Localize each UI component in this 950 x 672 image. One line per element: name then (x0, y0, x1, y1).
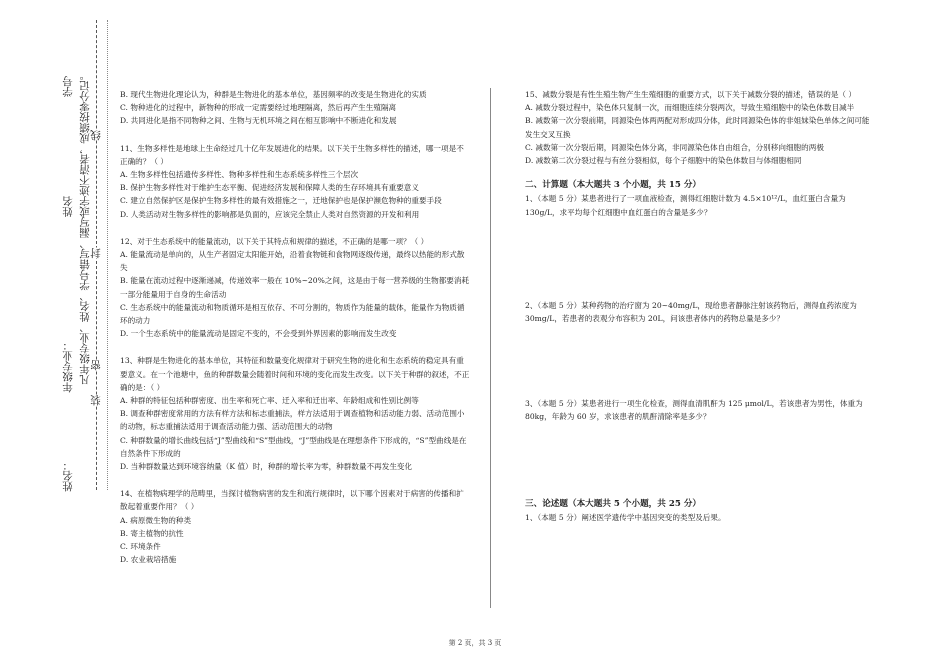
margin-field-school[interactable]: 姓名： (62, 460, 74, 492)
question-12-option-d[interactable]: D. 一个生态系统中的能量流动是固定不变的，不会受到外界因素的影响而发生改变 (120, 329, 397, 339)
question-13-stem: 13、种群是生物进化的基本单位，其特征和数量变化规律对于研究生物的进化和生态系统的稳定具有重要意义。在一个池塘中，鱼的种群数量会随着时间和环境的变化而发生改变。以下关于种群的叙述，不正确的是：（ ） (120, 356, 470, 392)
question-13-option-c[interactable]: C. 种群数量的增长曲线包括“J”型曲线和“S”型曲线，“J”型曲线是在理想条件下形成的，“S”型曲线是在自然条件下形成的 (120, 435, 467, 458)
left-column (120, 88, 470, 567)
question-11-option-c[interactable]: C. 建立自然保护区是保护生物多样性的最有效措施之一，迁地保护也是保护濒危物种的重要手段 (120, 196, 442, 206)
question-13-option-a[interactable]: A. 种群的特征包括种群密度、出生率和死亡率、迁入率和迁出率、年龄组成和性别比例等 (120, 396, 419, 406)
margin-field-name[interactable]: 姓名 (62, 196, 74, 217)
margin-field-number[interactable]: 学号 (62, 76, 74, 97)
right-column (525, 88, 870, 524)
question-15-option-b[interactable]: B. 减数第一次分裂前期，同源染色体两两配对形成四分体，此时同源染色体的非姐妹染色单体之间可能发生交叉互换 (525, 116, 870, 139)
question-13-option-b[interactable]: B. 调查种群密度常用的方法有样方法和标志重捕法，样方法适用于调查植物和活动能力弱、活动范围小的动物，标志重捕法适用于调查活动能力强、活动范围大的动物 (120, 409, 465, 432)
margin-instruction: 凡年级专业、姓名、学号错写、漏写或字迹不清者，成绩按零分记。 (79, 70, 91, 385)
question-14-option-d[interactable]: D. 农业栽培措施 (120, 555, 177, 565)
question-12-option-b[interactable]: B. 能量在流动过程中逐渐递减，传递效率一般在 10%~20%之间，这是由于每一营养级的生物都要消耗一部分能量用于自身的生命活动 (120, 276, 470, 299)
margin-mark-note: 装 (90, 395, 102, 406)
question-14-option-c[interactable]: C. 环境条件 (120, 542, 161, 552)
question-11-option-b[interactable]: B. 保护生物多样性对于维护生态平衡、促进经济发展和保障人类的生存环境具有重要意义 (120, 183, 419, 193)
margin-seal-word-mi: 密 (90, 360, 102, 371)
question-11-stem: 11、生物多样性是地球上生命经过几十亿年发展进化的结果。以下关于生物多样性的描述，哪一项是不正确的？（ ） (120, 143, 464, 166)
question-11-option-d[interactable]: D. 人类活动对生物多样性的影响都是负面的，应该完全禁止人类对自然资源的开发和利用 (120, 209, 420, 219)
calc-question-3: 3、（本题 5 分）某患者进行一项生化检查，测得血清肌酐为 125 μmol/L，若该患者为男性，体重为 80kg，年龄为 60 岁，求该患者的肌酐清除率是多少？ (525, 399, 863, 422)
question-14-stem: 14、在植物病理学的范畴里，当探讨植物病害的发生和流行规律时，以下哪个因素对于病害的传播和扩散起着重要作用？（ ） (120, 489, 464, 512)
question-15-option-c[interactable]: C. 减数第一次分裂后期，同源染色体分离，非同源染色体自由组合，分别移向细胞的两极 (525, 142, 824, 152)
option-item: D. 共同进化是指不同物种之间、生物与无机环境之间在相互影响中不断进化和发展 (120, 116, 397, 126)
calc-question-2: 2、（本题 5 分）某种药物的治疗窗为 20~40mg/L，现给患者静脉注射该药物后，测得血药浓度为 30mg/L，若患者的表观分布容积为 20L，问该患者体内的药物总量是多少？ (525, 300, 857, 324)
option-item: C. 物种进化的过程中，新物种的形成一定需要经过地理隔离，然后再产生生殖隔离 (120, 103, 397, 113)
answer-space-calc-1[interactable] (525, 219, 870, 299)
question-13-option-d[interactable]: D. 当种群数量达到环境容纳量（K 值）时，种群的增长率为零，种群数量不再发生变化 (120, 462, 413, 472)
question-14-option-b[interactable]: B. 寄主植物的抗性 (120, 528, 184, 538)
seal-line-inner (107, 20, 108, 490)
essay-question-1: 1、（本题 5 分）阐述医学遗传学中基因突变的类型及后果。 (525, 512, 726, 522)
question-12-option-a[interactable]: A. 能量流动是单向的，从生产者固定太阳能开始，沿着食物链和食物网逐级传递，最终以热能的形式散失 (120, 250, 465, 273)
margin-seal-word-xian: 线 (90, 130, 102, 141)
answer-space-calc-3[interactable] (525, 424, 870, 486)
question-14-option-a[interactable]: A. 病原微生物的种类 (120, 515, 192, 525)
question-11-option-a[interactable]: A. 生物多样性包括遗传多样性、物种多样性和生态系统多样性三个层次 (120, 170, 359, 180)
question-15-stem: 15、减数分裂是有性生殖生物产生生殖细胞的重要方式，以下关于减数分裂的描述，错误的是（ ） (525, 90, 857, 99)
column-divider (490, 88, 491, 608)
question-15-option-a[interactable]: A. 减数分裂过程中，染色体只复制一次，而细胞连续分裂两次，导致生殖细胞中的染色体数目减半 (525, 103, 855, 113)
option-item: B. 现代生物进化理论认为，种群是生物进化的基本单位，基因频率的改变是生物进化的实质 (120, 90, 427, 99)
section-2-title: 二、计算题（本大题共 3 个小题，共 15 分） (525, 180, 702, 191)
section-3-title: 三、论述题（本大题共 5 个小题，共 25 分） (525, 498, 702, 509)
page-footer: 第 2 页，共 3 页 (448, 639, 502, 647)
answer-space-calc-2[interactable] (525, 325, 870, 397)
question-12-stem: 12、对于生态系统中的能量流动，以下关于其特点和规律的描述，不正确的是哪一项？（ ） (120, 236, 429, 246)
calc-question-1: 1、（本题 5 分）某患者进行了一项血液检查，测得红细胞计数为 4.5×10¹²/L，血红蛋白含量为 130g/L，求平均每个红细胞中血红蛋白的含量是多少？ (525, 194, 846, 217)
question-15-option-d[interactable]: D. 减数第二次分裂过程与有丝分裂相似，每个子细胞中的染色体数目与体细胞相同 (525, 156, 802, 166)
question-12-option-c[interactable]: C. 生态系统中的能量流动和物质循环是相互依存、不可分割的，物质作为能量的载体，能量作为物质循环的动力 (120, 302, 465, 326)
margin-seal-word-feng: 封 (90, 248, 102, 259)
margin-field-major[interactable]: 年级专业： (62, 340, 74, 393)
